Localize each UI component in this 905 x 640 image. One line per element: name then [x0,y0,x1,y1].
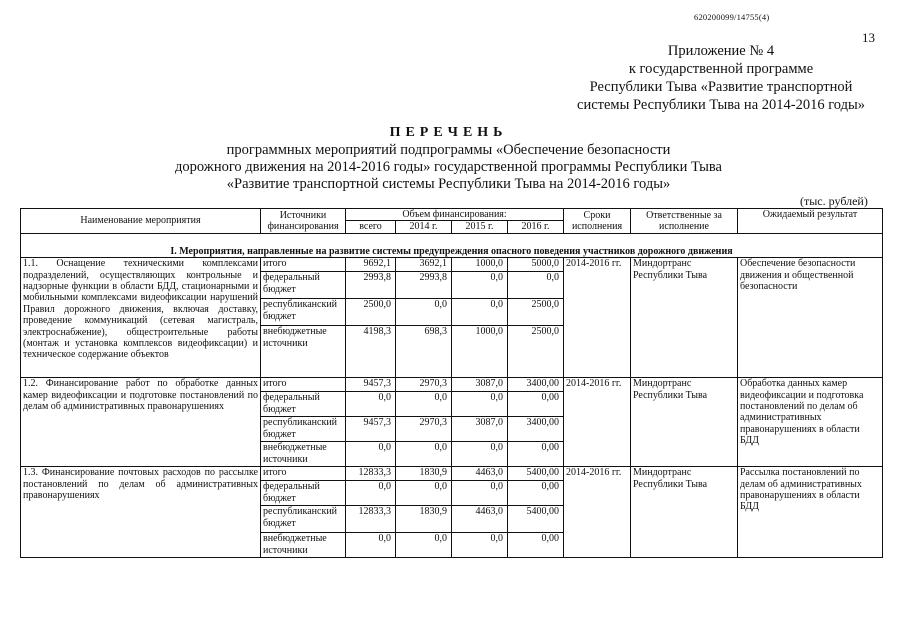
appendix-line: к государственной программе [628,61,814,77]
responsible-party: Миндортранс Республики Тыва [631,467,738,558]
amount-2015: 0,0 [452,272,508,299]
execution-terms: 2014-2016 гг. [564,378,631,467]
amount-total: 12833,3 [346,467,396,481]
amount-2016: 0,00 [508,533,564,558]
amount-total: 0,0 [346,481,396,506]
funding-source: федеральный бюджет [261,481,346,506]
amount-2016: 2500,0 [508,299,564,326]
amount-2015: 1000,0 [452,326,508,378]
amount-total: 2993,8 [346,272,396,299]
units-label: (тыс. рублей) [800,194,868,208]
document-id: 620200099/14755(4) [694,12,770,22]
appendix-header [577,42,865,114]
measures-table [20,208,883,558]
responsible-party: Миндортранс Республики Тыва [631,258,738,378]
amount-total: 0,0 [346,392,396,417]
responsible-party: Миндортранс Республики Тыва [631,378,738,467]
header-total: всего [346,221,396,233]
expected-result: Рассылка постановлений по делам об административных правонарушениях в области БДД [738,467,883,558]
amount-total: 0,0 [346,442,396,467]
table-row [21,258,883,272]
amount-2014: 0,0 [396,481,452,506]
amount-2015: 3087,0 [452,378,508,392]
table-row [21,378,883,392]
amount-2016: 0,00 [508,392,564,417]
expected-result: Обработка данных камер видеофиксации и подготовка постановлений по делам об административных правонарушениях в области БДД [738,378,883,467]
header-name: Наименование мероприятия [21,209,261,234]
amount-2016: 5400,00 [508,467,564,481]
header-sources: Источники финансирования [261,209,346,234]
document-title: ПЕРЕЧЕНЬ [389,125,508,140]
header-volume: Объем финансирования: [346,209,564,221]
amount-2016: 0,00 [508,481,564,506]
measure-name: 1.3. Финансирование почтовых расходов по рассылке постановлений по делам об административных правонарушениях [21,467,261,558]
amount-total: 4198,3 [346,326,396,378]
amount-total: 0,0 [346,533,396,558]
amount-2016: 0,00 [508,442,564,467]
subtitle-line: дорожного движения на 2014-2016 годы» государственной программы Республики Тыва [175,159,722,175]
amount-total: 2500,0 [346,299,396,326]
funding-source: итого [261,467,346,481]
amount-2016: 0,0 [508,272,564,299]
amount-2014: 2970,3 [396,417,452,442]
amount-2015: 4463,0 [452,506,508,533]
header-2015: 2015 г. [452,221,508,233]
table-row [21,467,883,481]
expected-result: Обеспечение безопасности движения и общественной безопасности [738,258,883,378]
amount-2015: 1000,0 [452,258,508,272]
appendix-line: Республики Тыва «Развитие транспортной [589,79,853,95]
header-2014: 2014 г. [396,221,452,233]
header-result: Ожидаемый результат [738,209,883,234]
amount-2015: 0,0 [452,299,508,326]
amount-total: 9457,3 [346,378,396,392]
amount-2014: 2970,3 [396,378,452,392]
measure-name: 1.2. Финансирование работ по обработке данных камер видеофиксации и подготовке постановлений по делам об административных правонарушениях [21,378,261,467]
amount-2015: 3087,0 [452,417,508,442]
execution-terms: 2014-2016 гг. [564,467,631,558]
funding-source: республиканский бюджет [261,417,346,442]
amount-2016: 3400,00 [508,378,564,392]
header-responsible: Ответственные за исполнение [631,209,738,234]
amount-2014: 0,0 [396,442,452,467]
funding-source: внебюджетные источники [261,326,346,378]
amount-total: 9692,1 [346,258,396,272]
amount-2014: 1830,9 [396,467,452,481]
execution-terms: 2014-2016 гг. [564,258,631,378]
header-2016: 2016 г. [508,221,564,233]
funding-source: итого [261,378,346,392]
funding-source: внебюджетные источники [261,442,346,467]
funding-source: федеральный бюджет [261,392,346,417]
amount-2016: 3400,00 [508,417,564,442]
appendix-line: системы Республики Тыва на 2014-2016 годы» [577,97,865,113]
amount-2014: 0,0 [396,533,452,558]
amount-2016: 2500,0 [508,326,564,378]
amount-total: 9457,3 [346,417,396,442]
appendix-line: Приложение № 4 [667,43,775,59]
funding-source: итого [261,258,346,272]
funding-source: федеральный бюджет [261,272,346,299]
amount-2014: 0,0 [396,299,452,326]
page-number: 13 [862,30,875,45]
amount-2015: 0,0 [452,392,508,417]
amount-2015: 0,0 [452,481,508,506]
amount-2015: 0,0 [452,442,508,467]
amount-2014: 1830,9 [396,506,452,533]
amount-total: 12833,3 [346,506,396,533]
header-terms: Сроки исполнения [564,209,631,234]
section-title: I. Мероприятия, направленные на развитие системы предупреждения опасного поведения участников дорожного движения [21,246,883,258]
funding-source: республиканский бюджет [261,299,346,326]
amount-2014: 698,3 [396,326,452,378]
funding-source: республиканский бюджет [261,506,346,533]
subtitle-line: программных мероприятий подпрограммы «Обеспечение безопасности [226,142,671,158]
subtitle-line: «Развитие транспортной системы Республики Тыва на 2014-2016 годы» [226,176,671,192]
amount-2016: 5000,0 [508,258,564,272]
amount-2015: 4463,0 [452,467,508,481]
amount-2015: 0,0 [452,533,508,558]
amount-2016: 5400,00 [508,506,564,533]
document-title-block [0,124,905,193]
measure-name: 1.1. Оснащение техническими комплексами подразделений, осуществляющих контрольные и надзорные функции в области БДД, стационарными и мобильными комплексами видеофиксации нарушений Правил дорожного движения, включая доставку, проведение коммуникаций (сетевая магистраль, электроснабжение), общестроительные работы (монтаж и установка комплексов видеофиксации) и техническое содержание объектов [21,258,261,378]
section-spacer [21,233,883,246]
amount-2014: 0,0 [396,392,452,417]
amount-2014: 3692,1 [396,258,452,272]
funding-source: внебюджетные источники [261,533,346,558]
amount-2014: 2993,8 [396,272,452,299]
